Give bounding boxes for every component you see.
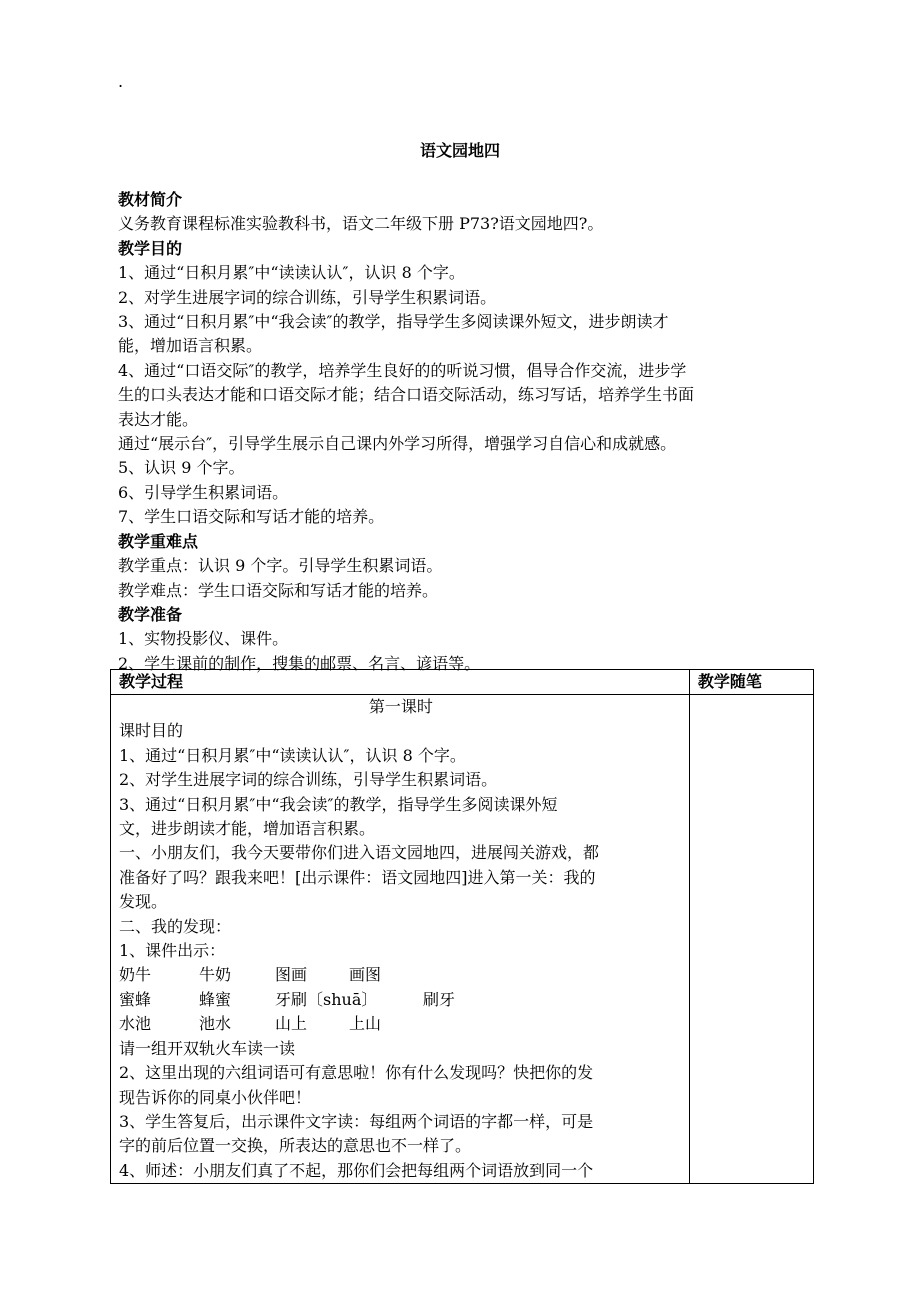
prep-line: 1、实物投影仪、课件。: [118, 629, 289, 649]
process-line: 2、这里出现的六组词语可有意思啦！你有什么发现吗？快把你的发: [119, 1063, 594, 1083]
page-title: 语文园地四: [419, 141, 500, 160]
process-line: 3、学生答复后，出示课件文字读：每组两个词语的字都一样，可是: [119, 1111, 594, 1131]
process-line: 文，进步朗读才能，增加语言积累。: [119, 819, 376, 839]
intro-text: 义务教育课程标准实验教科书，语文二年级下册 P73?语文园地四?。: [118, 214, 604, 234]
word-item: 山上: [275, 1014, 308, 1034]
word-item: 牙刷〔shuā〕: [275, 989, 378, 1009]
goal-line: 7、学生口语交际和写话才能的培养。: [118, 507, 385, 527]
key-point-line: 教学难点：学生口语交际和写话才能的培养。: [118, 580, 439, 600]
process-line: 准备好了吗？跟我来吧！[出示课件：语文园地四]进入第一关：我的: [119, 867, 596, 887]
table-header-row: [111, 670, 814, 695]
goal-line: 3、通过“日积月累″中“我会读″的教学，指导学生多阅读课外短文，进步朗读才: [118, 312, 669, 332]
process-line: 2、对学生进展字词的综合训练，引导学生积累词语。: [119, 770, 498, 790]
lesson-title: 第一课时: [368, 697, 433, 716]
process-line: 1、课件出示：: [119, 941, 226, 961]
process-line: 1、通过“日积月累″中“读读认认″，认识 8 个字。: [119, 745, 466, 765]
prep-line: 2、学生课前的制作，搜集的邮票、名言、谚语等。: [118, 653, 481, 673]
word-item: 蜂蜜: [199, 989, 232, 1009]
process-line: 字的前后位置一交换，所表达的意思也不一样了。: [119, 1136, 472, 1156]
word-item: 蜜蜂: [119, 989, 152, 1009]
teaching-process-table: [110, 669, 814, 1184]
section-heading-key-points: 教学重难点: [118, 531, 199, 551]
goal-line: 1、通过“日积月累″中“读读认认″，认识 8 个字。: [118, 263, 465, 283]
page-dot: .: [118, 72, 124, 91]
goal-line: 能，增加语言积累。: [118, 336, 263, 356]
document-body: [118, 188, 808, 676]
process-line: 一、小朋友们，我今天要带你们进入语文园地四，进展闯关游戏，都: [119, 843, 600, 863]
word-item: 上山: [349, 1014, 382, 1034]
section-heading-intro: 教材简介: [118, 190, 183, 209]
word-item: 牛奶: [199, 965, 232, 985]
goal-line: 表达才能。: [118, 409, 199, 429]
header-teaching-process: 教学过程: [111, 670, 690, 695]
process-line: 3、通过“日积月累″中“我会读″的教学，指导学生多阅读课外短: [119, 794, 558, 814]
goal-line: 2、对学生进展字词的综合训练，引导学生积累词语。: [118, 287, 497, 307]
process-line: 请一组开双轨火车读一读: [119, 1038, 296, 1058]
goal-line: 通过“展示台″，引导学生展示自己课内外学习所得，增强学习自信心和成就感。: [118, 434, 677, 454]
word-item: 刷牙: [423, 989, 456, 1009]
word-item: 水池: [119, 1014, 152, 1034]
process-line: 二、我的发现：: [119, 916, 232, 936]
teaching-notes-cell: [689, 695, 813, 1184]
goal-line: 6、引导学生积累词语。: [118, 482, 289, 502]
word-pair-row: [119, 988, 683, 1012]
word-item: 池水: [199, 1014, 232, 1034]
goal-line: 5、认识 9 个字。: [118, 458, 245, 478]
header-teaching-notes: 教学随笔: [689, 670, 813, 695]
goal-line: 4、通过“口语交际″的教学，培养学生良好的的听说习惯，倡导合作交流，进步学: [118, 360, 687, 380]
table-row: [111, 695, 814, 1184]
goal-line: 生的口头表达才能和口语交际才能；结合口语交际活动，练习写话，培养学生书面: [118, 385, 695, 405]
process-line: 发现。: [119, 892, 168, 912]
section-heading-goals: 教学目的: [118, 238, 183, 258]
process-line: 现告诉你的同桌小伙伴吧！: [119, 1087, 312, 1107]
word-pair-row: [119, 963, 683, 987]
word-item: 奶牛: [119, 965, 152, 985]
section-heading-prep: 教学准备: [118, 604, 183, 624]
key-point-line: 教学重点：认识 9 个字。引导学生积累词语。: [118, 556, 443, 576]
word-item: 画图: [349, 965, 382, 985]
teaching-process-cell: [111, 695, 690, 1184]
word-item: 图画: [275, 965, 308, 985]
process-line: 4、师述：小朋友们真了不起，那你们会把每组两个词语放到同一个: [119, 1160, 594, 1180]
word-pair-row: [119, 1012, 683, 1036]
process-line: 课时目的: [119, 721, 184, 741]
